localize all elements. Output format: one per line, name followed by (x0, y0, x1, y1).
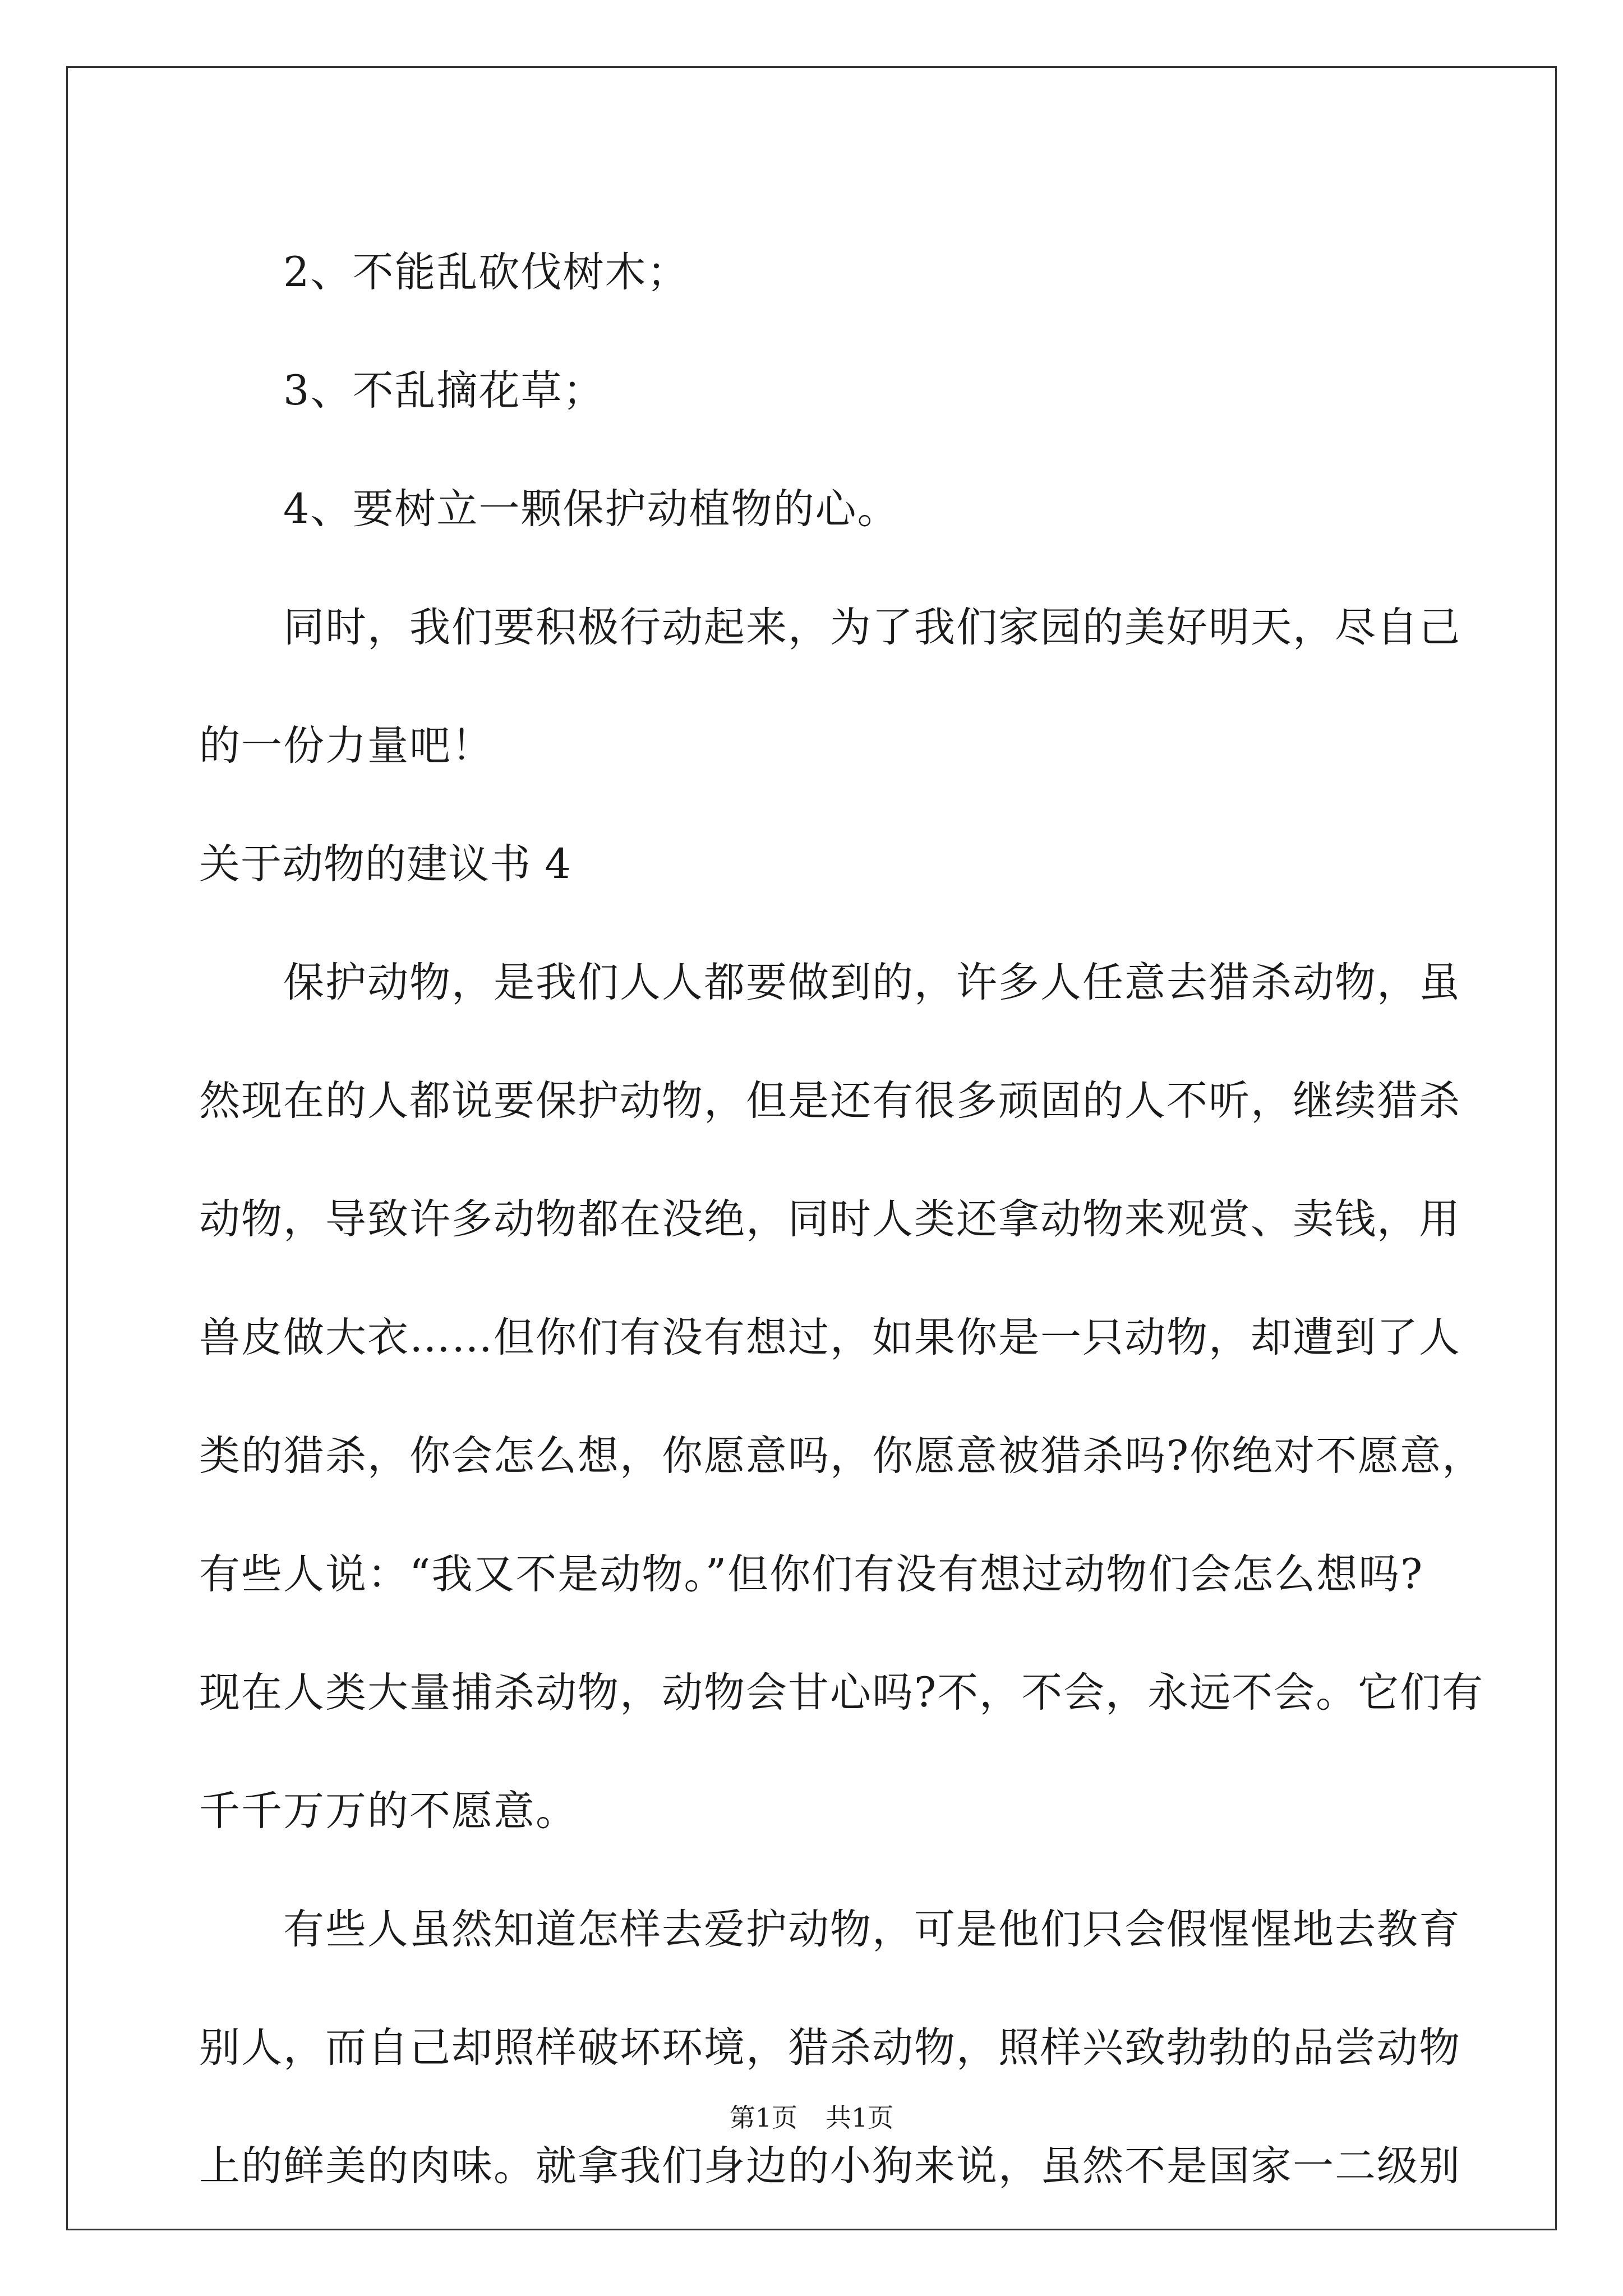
paragraph-line: 类的猎杀，你会怎么想，你愿意吗，你愿意被猎杀吗?你绝对不愿意， (199, 1432, 1484, 1480)
list-item-4: 4、要树立一颗保护动植物的心。 (283, 485, 900, 533)
paragraph-line: 现在人类大量捕杀动物，动物会甘心吗?不，不会，永远不会。它们有 (199, 1669, 1484, 1717)
page-number-total: 共1页 (826, 2102, 894, 2133)
paragraph-line: 同时，我们要积极行动起来，为了我们家园的美好明天，尽自己 (283, 604, 1461, 651)
paragraph-line: 动物，导致许多动物都在没绝，同时人类还拿动物来观赏、卖钱，用 (199, 1195, 1461, 1243)
section-title: 关于动物的建议书 4 (199, 840, 571, 888)
paragraph-line: 千千万万的不愿意。 (199, 1787, 578, 1835)
document-body (199, 213, 1484, 2225)
list-item-3: 3、不乱摘花草； (283, 367, 605, 415)
paragraph-line: 有些人虽然知道怎样去爱护动物，可是他们只会假惺惺地去教育 (283, 1906, 1461, 1953)
paragraph-line: 有些人说：“我又不是动物。”但你们有没有想过动物们会怎么想吗? (199, 1550, 1424, 1598)
paragraph-line: 保护动物，是我们人人都要做到的，许多人任意去猎杀动物，虽 (283, 959, 1461, 1006)
paragraph-line: 然现在的人都说要保护动物，但是还有很多顽固的人不听，继续猎杀 (199, 1077, 1461, 1125)
list-item-2: 2、不能乱砍伐树木； (283, 249, 689, 296)
paragraph-line: 别人，而自己却照样破坏环境，猎杀动物，照样兴致勃勃的品尝动物 (199, 2024, 1461, 2072)
page-footer (0, 2101, 1623, 2134)
paragraph-line: 的一份力量吧！ (199, 722, 494, 770)
paragraph-line: 兽皮做大衣……但你们有没有想过，如果你是一只动物，却遭到了人 (199, 1314, 1461, 1361)
page-number-current: 第1页 (729, 2102, 797, 2133)
paragraph-line: 上的鲜美的肉味。就拿我们身边的小狗来说，虽然不是国家一二级别 (199, 2142, 1461, 2190)
